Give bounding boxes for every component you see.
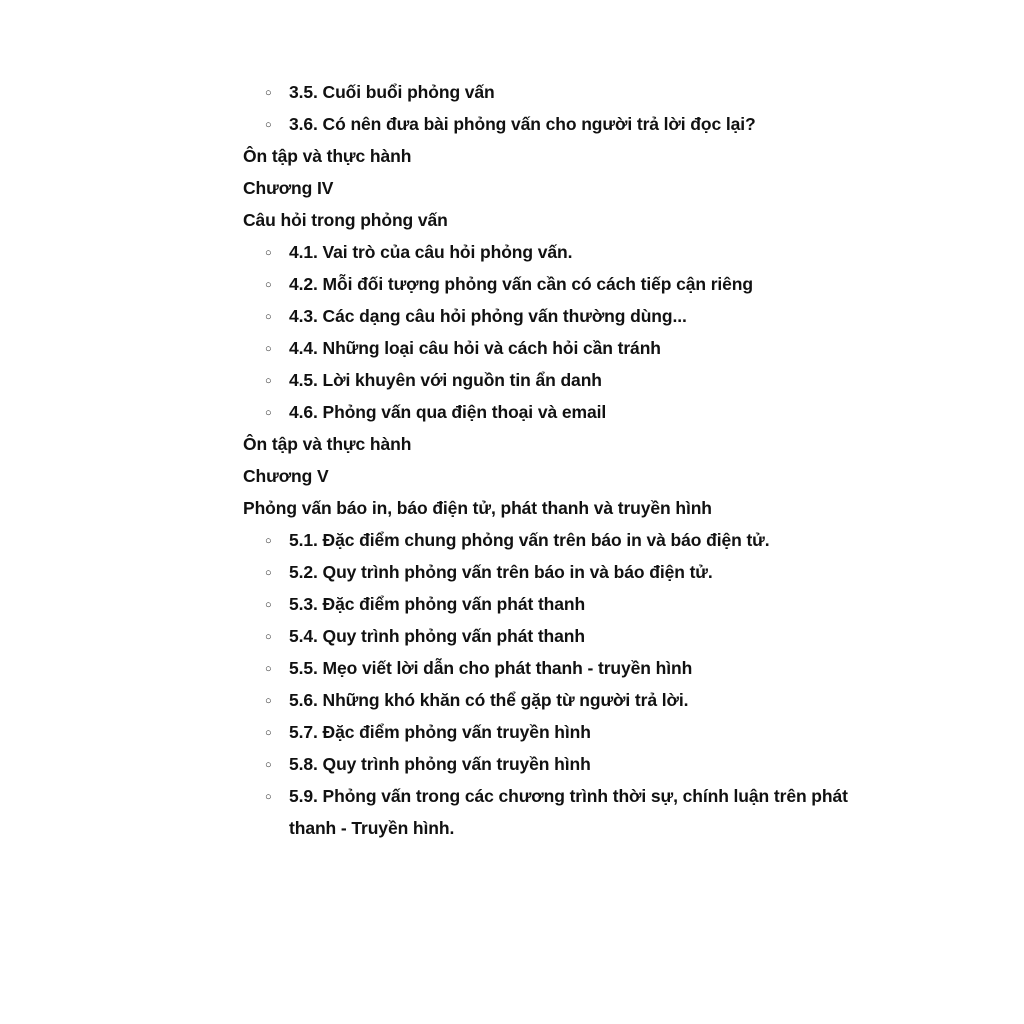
circle-bullet-icon: ○ bbox=[265, 343, 272, 355]
list-item bbox=[243, 588, 843, 620]
list-item bbox=[243, 76, 843, 108]
circle-bullet-icon: ○ bbox=[265, 695, 272, 707]
circle-bullet-icon: ○ bbox=[265, 311, 272, 323]
circle-bullet-icon: ○ bbox=[265, 567, 272, 579]
list-item bbox=[243, 364, 843, 396]
list-item-text: 5.6. Những khó khăn có thể gặp từ người trả lời. bbox=[289, 690, 689, 710]
table-of-contents bbox=[243, 76, 848, 844]
list-item bbox=[243, 236, 843, 268]
list-item-text: 4.2. Mỗi đối tượng phỏng vấn cần có cách tiếp cận riêng bbox=[289, 274, 753, 294]
section-heading: Ôn tập và thực hành bbox=[243, 434, 412, 454]
list-item-text: 4.3. Các dạng câu hỏi phỏng vấn thường dùng... bbox=[289, 306, 687, 326]
list-item-text: 5.2. Quy trình phỏng vấn trên báo in và báo điện tử. bbox=[289, 562, 713, 582]
circle-bullet-icon: ○ bbox=[265, 759, 272, 771]
circle-bullet-icon: ○ bbox=[265, 791, 272, 803]
list-item-text: 5.5. Mẹo viết lời dẫn cho phát thanh - truyền hình bbox=[289, 658, 693, 678]
section-heading: Ôn tập và thực hành bbox=[243, 146, 412, 166]
list-item-text: 4.1. Vai trò của câu hỏi phỏng vấn. bbox=[289, 242, 573, 262]
list-item-text: 5.3. Đặc điểm phỏng vấn phát thanh bbox=[289, 594, 586, 614]
list-item-text: 5.1. Đặc điểm chung phỏng vấn trên báo in và báo điện tử. bbox=[289, 530, 770, 550]
circle-bullet-icon: ○ bbox=[265, 407, 272, 419]
circle-bullet-icon: ○ bbox=[265, 247, 272, 259]
circle-bullet-icon: ○ bbox=[265, 119, 272, 131]
chapter-heading: Chương V bbox=[243, 466, 329, 486]
circle-bullet-icon: ○ bbox=[265, 87, 272, 99]
list-item bbox=[243, 684, 843, 716]
list-item bbox=[243, 300, 843, 332]
list-item bbox=[243, 748, 843, 780]
list-item bbox=[243, 780, 849, 844]
list-item bbox=[243, 652, 843, 684]
list-item-text: 5.8. Quy trình phỏng vấn truyền hình bbox=[289, 754, 591, 774]
chapter-heading: Chương IV bbox=[243, 178, 334, 198]
circle-bullet-icon: ○ bbox=[265, 599, 272, 611]
list-item bbox=[243, 332, 843, 364]
circle-bullet-icon: ○ bbox=[265, 535, 272, 547]
circle-bullet-icon: ○ bbox=[265, 663, 272, 675]
list-item bbox=[243, 268, 843, 300]
list-item-text: 5.4. Quy trình phỏng vấn phát thanh bbox=[289, 626, 585, 646]
list-item bbox=[243, 620, 843, 652]
list-item-text: 4.5. Lời khuyên với nguồn tin ẩn danh bbox=[289, 370, 602, 390]
list-item bbox=[243, 556, 843, 588]
chapter-title: Phỏng vấn báo in, báo điện tử, phát thanh và truyền hình bbox=[243, 498, 712, 518]
list-item bbox=[243, 716, 843, 748]
circle-bullet-icon: ○ bbox=[265, 279, 272, 291]
list-item-text: 4.4. Những loại câu hỏi và cách hỏi cần tránh bbox=[289, 338, 661, 358]
list-item bbox=[243, 396, 843, 428]
circle-bullet-icon: ○ bbox=[265, 631, 272, 643]
chapter-title: Câu hỏi trong phỏng vấn bbox=[243, 210, 448, 230]
list-item-text: 5.7. Đặc điểm phỏng vấn truyền hình bbox=[289, 722, 591, 742]
list-item-text: 3.6. Có nên đưa bài phỏng vấn cho người trả lời đọc lại? bbox=[289, 114, 756, 134]
list-item bbox=[243, 524, 843, 556]
list-item-text: 4.6. Phỏng vấn qua điện thoại và email bbox=[289, 402, 607, 422]
list-item-text: 3.5. Cuối buổi phỏng vấn bbox=[289, 82, 495, 102]
circle-bullet-icon: ○ bbox=[265, 727, 272, 739]
list-item-text: 5.9. Phỏng vấn trong các chương trình thời sự, chính luận trên phát thanh - Truyền hình. bbox=[289, 786, 848, 838]
list-item bbox=[243, 108, 843, 140]
circle-bullet-icon: ○ bbox=[265, 375, 272, 387]
